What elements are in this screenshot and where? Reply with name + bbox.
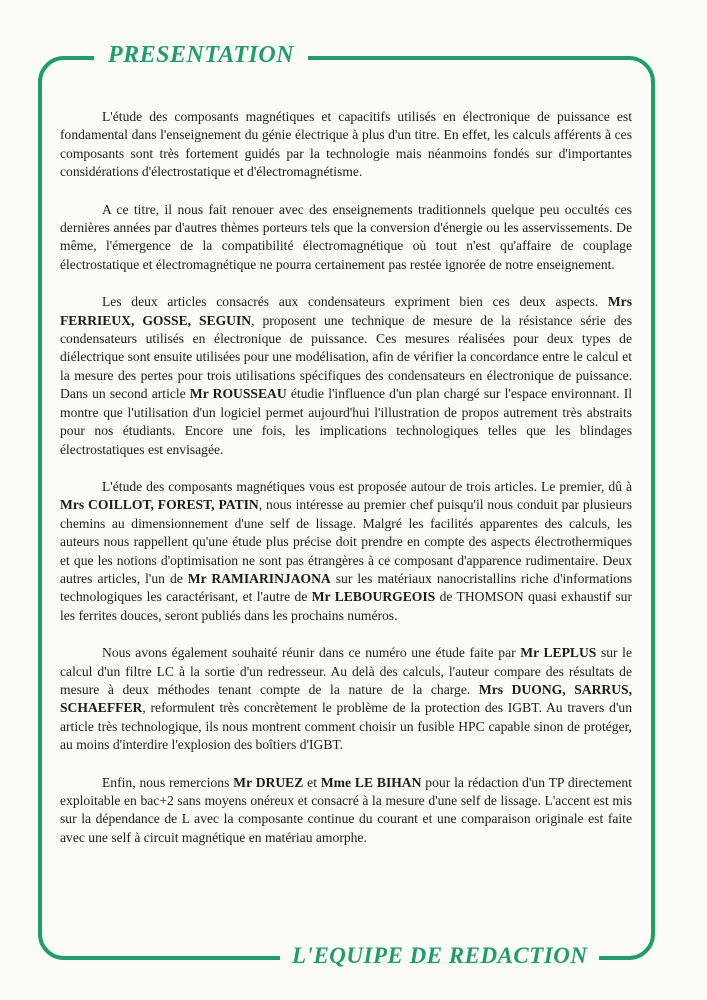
paragraph-text: , proposent une technique de mesure de la résistance série des condensateurs utilisés en électronique de puissance. Ces mesures réalisées pour deux types de diélectrique sont ensuite utilisées pour une modélisation, afin de vérifier la concordance entre le calcul et la mesure des pertes pour trois utilisations spécifiques des condensateurs en électronique de puissance. Dans un second article [60, 312, 632, 402]
paragraph-text: Les deux articles consacrés aux condensateurs expriment bien ces deux aspects. [102, 294, 608, 310]
author-name: Mrs FERRIEUX, GOSSE, SEGUIN [60, 294, 632, 328]
author-name: Mme LE BIHAN [320, 774, 422, 790]
paragraph-text: A ce titre, il nous fait renouer avec des enseignements traditionnels quelque peu occultés ces dernières années par d'autres thèmes porteurs tels que la conversion d'énergie ou les asservissements. De même, l'émergence de la compatibilité électromagnétique où tout n'est qu'affaire de couplage électrostatique et électromagnétique ne pourra certainement pas restée ignorée de notre enseignement. [60, 201, 632, 272]
page-title: PRESENTATION [94, 40, 308, 70]
paragraph-text: et [303, 774, 321, 790]
author-name: Mrs DUONG, SARRUS, SCHAEFFER [60, 681, 632, 716]
article-body [60, 108, 632, 866]
paragraph-text: de THOMSON quasi exhaustif sur les ferrites douces, seront publiés dans les prochains numéros. [60, 589, 632, 623]
paragraph-text: L'étude des composants magnétiques et capacitifs utilisés en électronique de puissance est fondamental dans l'enseignement du génie électrique à plus d'un titre. En effet, les calculs afférents à ces composants sont très fortement guidés par la technologie mais néanmoins fondés sur d'importantes considérations d'électrostatique et d'électromagnétisme. [60, 109, 632, 180]
paragraph-text: Nous avons également souhaité réunir dans ce numéro une étude faite par [102, 645, 521, 661]
paragraph [60, 293, 632, 459]
paragraph [60, 478, 632, 625]
editorial-team-signature: L'EQUIPE DE REDACTION [280, 941, 599, 971]
paragraph [60, 201, 632, 275]
paragraph-text: sur le calcul d'un filtre LC à la sortie d'un redresseur. Au delà des calculs, l'auteur compare des résultats de mesure à deux méthodes tenant compte de la nature de la charge. [60, 645, 632, 697]
paragraph [60, 108, 632, 182]
author-name: Mr LEPLUS [520, 645, 597, 661]
author-name: Mr LEBOURGEOIS [311, 589, 436, 605]
paragraph [60, 774, 632, 848]
paragraph-text: L'étude des composants magnétiques vous est proposée autour de trois articles. Le premier, dû à [102, 478, 632, 494]
author-name: Mr DRUEZ [233, 774, 304, 790]
paragraph-text: pour la rédaction d'un TP directement exploitable en bac+2 sans moyens onéreux et consacré à la mesure d'une self de lissage. L'accent est mis sur la dépendance de L avec la composante continue du courant et une comparaison originale est faite avec une self à circuit magnétique en matériau amorphe. [60, 774, 633, 845]
paragraph-text: Enfin, nous remercions [102, 774, 234, 790]
paragraph-text: étudie l'influence d'un plan chargé sur l'espace environnant. Il montre que l'utilisation d'un logiciel permet aujourd'hui l'illustration de propos autrement très abstraits pour nos étudiants. Encore une fois, les implications technologiques telles que les blindages électrostatiques est envisagée. [60, 386, 632, 457]
paragraph-text: , nous intéresse au premier chef puisqu'il nous conduit par plusieurs chemins au dimensionnement d'une self de lissage. Malgré les facilités apparentes des calculs, les auteurs nous rappellent qu'une étude plus précise doit prendre en compte des aspects électrothermiques et que les notions d'optimisation ne sont pas étrangères à ce composant d'apparence rudimentaire. Deux autres articles, l'un de [60, 497, 632, 586]
paragraph [60, 644, 632, 754]
author-name: Mrs COILLOT, FOREST, PATIN [60, 497, 259, 513]
paragraph-text: , reformulent très concrètement le problème de la protection des IGBT. Au travers d'un article très technologique, ils nous montrent comment choisir un fusible HPC capable sinon de protéger, au moins d'interdire l'explosion des boîtiers d'IGBT. [60, 700, 632, 753]
author-name: Mr ROUSSEAU [189, 386, 287, 402]
paragraph-text: sur les matériaux nanocristallins riche d'informations technologiques les caractérisant, et l'autre de [60, 570, 632, 605]
author-name: Mr RAMIARINJAONA [187, 570, 331, 586]
